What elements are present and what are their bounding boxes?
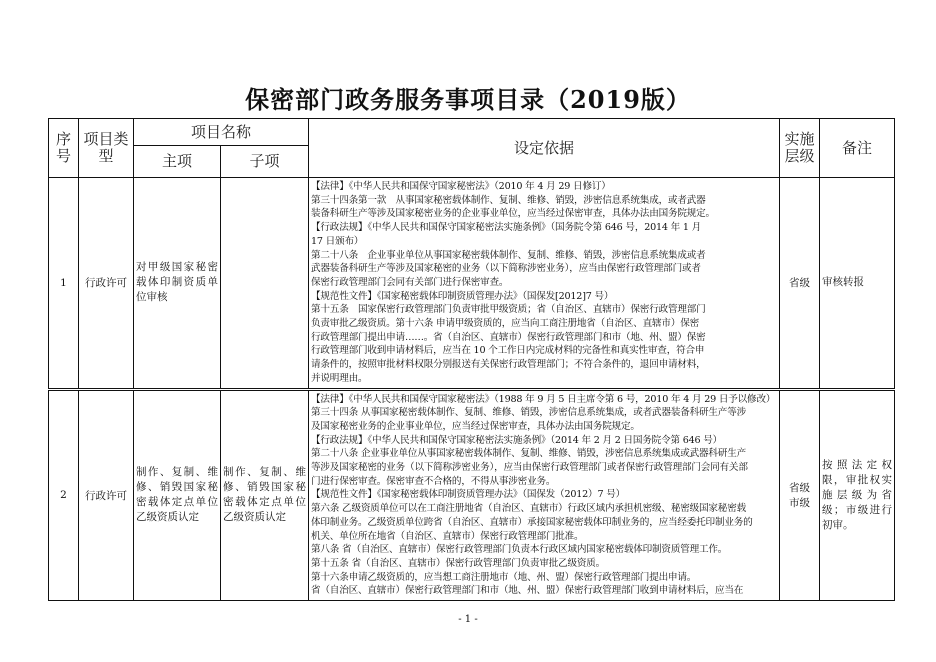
row-sub-item: [221, 178, 309, 390]
basis-line: 【行政法规】《中华人民共和国保守国家秘密法实施条例》（2014 年 2 月 2 日国务院令第 646 号）: [311, 434, 723, 446]
table-row: [49, 178, 895, 390]
header-level: 实施层级: [780, 119, 820, 178]
basis-line: 【法律】《中华人民共和国保守国家秘密法》（1988 年 9 月 5 日主席令第 6 号，2010 年 4 月 29 日予以修改）: [311, 393, 776, 405]
table-row: [49, 389, 895, 601]
basis-line: 第三十四条 从事国家秘密载体制作、复制、维修、销毁，涉密信息系统集成，或者武器装备科研生产等涉: [311, 407, 746, 419]
basis-line: 【规范性文件】《国家秘密载体印制资质管理办法》（国保发[2012]7 号）: [311, 290, 614, 302]
header-notes: 备注: [820, 119, 895, 178]
basis-line: 第十五条 国家保密行政管理部门负责审批甲级资质；省（自治区、直辖市）保密行政管理部门: [311, 304, 706, 316]
basis-line: 等涉及国家秘密的业务（以下简称涉密业务），应当由保密行政管理部门或者保密行政管理部门会同有关部: [311, 462, 748, 474]
basis-line: 行政管理部门提出申请……。省（自治区、直辖市）保密行政管理部门和市（地、州、盟）保密: [311, 331, 706, 343]
catalog-table: [48, 118, 895, 601]
basis-line: 第六条 乙级资质单位可以在工商注册地省（自治区、直辖市）行政区域内承担机密级、秘密级国家秘密载: [311, 503, 746, 515]
basis-line: 及国家秘密业务的企业事业单位，应当经过保密审查，具体办法由国务院规定。: [311, 420, 640, 432]
header-sub: 子项: [221, 146, 309, 178]
basis-line: 第八条 省（自治区、直辖市）保密行政管理部门负责本行政区域内国家秘密载体印制资质管理工作。: [311, 544, 728, 556]
row-type: 行政许可: [79, 389, 134, 601]
basis-line: 第二十八条 企业事业单位从事国家秘密载体制作、复制、维修、销毁，涉密信息系统集成或者: [311, 249, 706, 261]
basis-line: 省（自治区、直辖市）保密行政管理部门和市（地、州、盟）保密行政管理部门收到申请材料后，应当在: [311, 585, 744, 597]
basis-line: 第十五条 省（自治区、直辖市）保密行政管理部门负责审批乙级资质。: [311, 557, 606, 569]
header-name: 项目名称: [134, 119, 309, 146]
page-title: 保密部门政务服务事项目录（2019版）: [245, 85, 691, 114]
basis-line: 行政管理部门收到申请材料后，应当在 10 个工作日内完成材料的完备性和真实性审查，符合申: [311, 345, 705, 357]
basis-line: 请条件的，按照审批材料权限分别报送有关保密行政管理部门；不符合条件的，退回申请材料，: [311, 359, 706, 371]
header-type: 项目类型: [79, 119, 134, 178]
basis-line: 机关、单位所在地省（自治区、直辖市）保密行政管理部门批准。: [311, 530, 584, 542]
page-number: - 1 -: [458, 614, 478, 625]
basis-line: 第三十四条第一款 从事国家秘密载体制作、复制、维修、销毁，涉密信息系统集成，或者武器: [311, 194, 706, 206]
row-main-item: 对甲级国家秘密载体印制资质单位审核: [134, 178, 221, 390]
row-sub-item: 制作、复制、维修、销毁国家秘密载体定点单位乙级资质认定: [221, 389, 309, 601]
header-basis: 设定依据: [309, 119, 780, 178]
header-seq: 序号: [49, 119, 79, 178]
row-type: 行政许可: [79, 178, 134, 390]
row-notes: 审核转报: [820, 178, 895, 390]
basis-line: 【法律】《中华人民共和国保守国家秘密法》（2010 年 4 月 29 日修订）: [311, 181, 611, 192]
row-notes: 按照法定权限，审批权实施层级为省级；市级进行初审。: [820, 389, 895, 601]
basis-line: 第二十八条 企业事业单位从事国家秘密载体制作、复制、维修、销毁，涉密信息系统集成或武器科研生产: [311, 448, 746, 460]
basis-line: 体印制业务。乙级资质单位跨省（自治区、直辖市）承接国家秘密载体印制业务的，应当经委托印制业务的: [311, 516, 753, 528]
basis-line: 【行政法规】《中华人民共和国保守国家秘密法实施条例》（国务院令第 646 号，2014 年 1 月: [311, 222, 702, 234]
basis-line: 并说明理由。: [311, 372, 368, 384]
row-basis: [309, 178, 780, 390]
basis-line: 【规范性文件】《国家秘密载体印制资质管理办法》（国保发（2012）7 号）: [311, 489, 625, 501]
row-seq: 2: [49, 389, 79, 601]
header-main: 主项: [134, 146, 221, 178]
basis-line: 保密行政管理部门会同有关部门进行保密审查。: [311, 276, 509, 288]
row-basis: [309, 389, 780, 601]
basis-line: 17 日颁布）: [311, 235, 364, 247]
row-level: 省级: [780, 178, 820, 390]
basis-line: 第十六条申请乙级资质的，应当想工商注册地市（地、州、盟）保密行政管理部门提出申请。: [311, 571, 697, 583]
basis-line: 门进行保密审查。保密审查不合格的，不得从事涉密业务。: [311, 475, 556, 487]
row-seq: 1: [49, 178, 79, 390]
basis-line: 负责审批乙级资质。第十六条 申请甲级资质的，应当向工商注册地省（自治区、直辖市）保密: [311, 318, 700, 330]
basis-line: 装备科研生产等涉及国家秘密业务的企业事业单位，应当经过保密审查，具体办法由国务院规定。: [311, 208, 715, 220]
row-level: 省级 市级: [780, 389, 820, 601]
row-main-item: 制作、复制、维修、销毁国家秘密载体定点单位乙级资质认定: [134, 389, 221, 601]
basis-line: 武器装备科研生产等涉及国家秘密的业务（以下简称涉密业务），应当由保密行政管理部门或者: [311, 263, 701, 275]
